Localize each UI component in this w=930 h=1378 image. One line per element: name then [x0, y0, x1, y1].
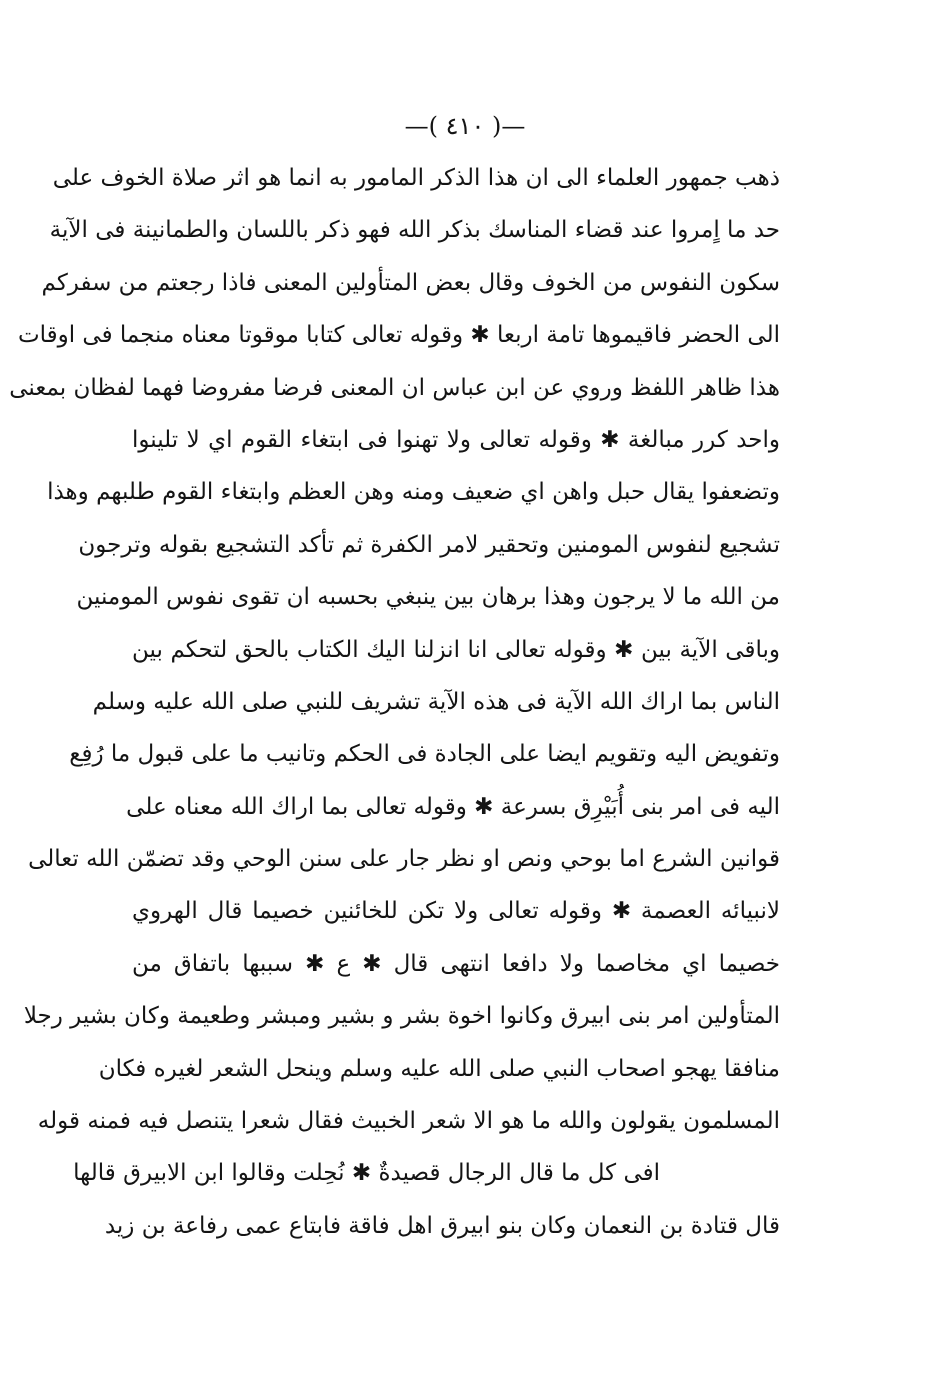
text-line: واحد كرر مبالغة ✱ وقوله تعالى ولا تهنوا فى ابتغاء القوم اي لا تلينوا: [132, 426, 780, 453]
text-line: الى الحضر فاقيموها تامة اربعا ✱ وقوله تعالى كتابا موقوتا معناه منجما فى اوقات: [17, 322, 780, 349]
verse-line: افى كل ما قال الرجال قصيدةٌ ✱ نُحِلت وقالوا ابن الابيرق قالها: [73, 1160, 660, 1187]
text-line: منافقا يهجو اصحاب النبي صلى الله عليه وسلم وينحل الشعر لغيره فكان: [98, 1055, 780, 1082]
text-line: من الله ما لا يرجون وهذا برهان بين ينبغي بحسبه ان تقوى نفوس المومنين: [76, 584, 780, 611]
text-line: هذا ظاهر اللفظ وروي عن ابن عباس ان المعنى فرضا مفروضا فهما لفظان بمعنى: [9, 374, 780, 401]
text-line: المتأولين امر بنى ابيرق وكانوا اخوة بشر و بشير ومبشر وطعيمة وكان بشير رجلا: [23, 1003, 780, 1030]
text-line: المسلمون يقولون والله ما هو الا شعر الخبيث فقال شعرا يتنصل فيه فمنه قوله: [37, 1108, 780, 1135]
text-line: اليه فى امر بنى أُبَيْرِق بسرعة ✱ وقوله تعالى بما اراك الله معناه على: [126, 793, 780, 820]
body-text: [9, 152, 780, 1252]
text-line: وباقى الآية بين ✱ وقوله تعالى انا انزلنا اليك الكتاب بالحق لتحكم بين: [132, 636, 780, 663]
text-line: وتفويض اليه وتقويم ايضا على الجادة فى الحكم وتانيب ما على قبول ما رُفِع: [69, 741, 780, 768]
text-line: وتضعفوا يقال حبل واهن اي ضعيف ومنه وهن العظم وابتغاء القوم طلبهم وهذا: [47, 479, 780, 506]
text-line: قوانين الشرع اما بوحي ونص او نظر جار على سنن الوحي وقد تضمّن الله تعالى: [28, 846, 780, 873]
text-line: ذهب جمهور العلماء الى ان هذا الذكر المامور به انما هو اثر صلاة الخوف على: [52, 165, 780, 191]
text-line: قال قتادة بن النعمان وكان بنو ابيرق اهل فاقة فابتاع عمى رفاعة بن زيد: [104, 1212, 780, 1239]
text-line: خصيما اي مخاصما ولا دافعا انتهى قال ✱ ع ✱ سببها باتفاق من: [132, 950, 780, 977]
text-line: الناس بما اراك الله الآية فى هذه الآية تشريف للنبي صلى الله عليه وسلم: [92, 688, 780, 715]
text-line: سكون النفوس من الخوف وقال بعض المتأولين المعنى فاذا رجعتم من سفركم: [41, 269, 780, 296]
page-number: —( ٤١٠ )—: [404, 112, 526, 140]
text-line: تشجيع لنفوس المومنين وتحقير لامر الكفرة ثم تأكد التشجيع بقوله وترجون: [78, 531, 780, 558]
text-line: لانبيائه العصمة ✱ وقوله تعالى ولا تكن للخائنين خصيما قال الهروي: [132, 898, 780, 925]
text-line: حد ما اٍمروا عند قضاء المناسك بذكر الله فهو ذكر باللسان والطمانينة فى الآية: [49, 217, 780, 244]
